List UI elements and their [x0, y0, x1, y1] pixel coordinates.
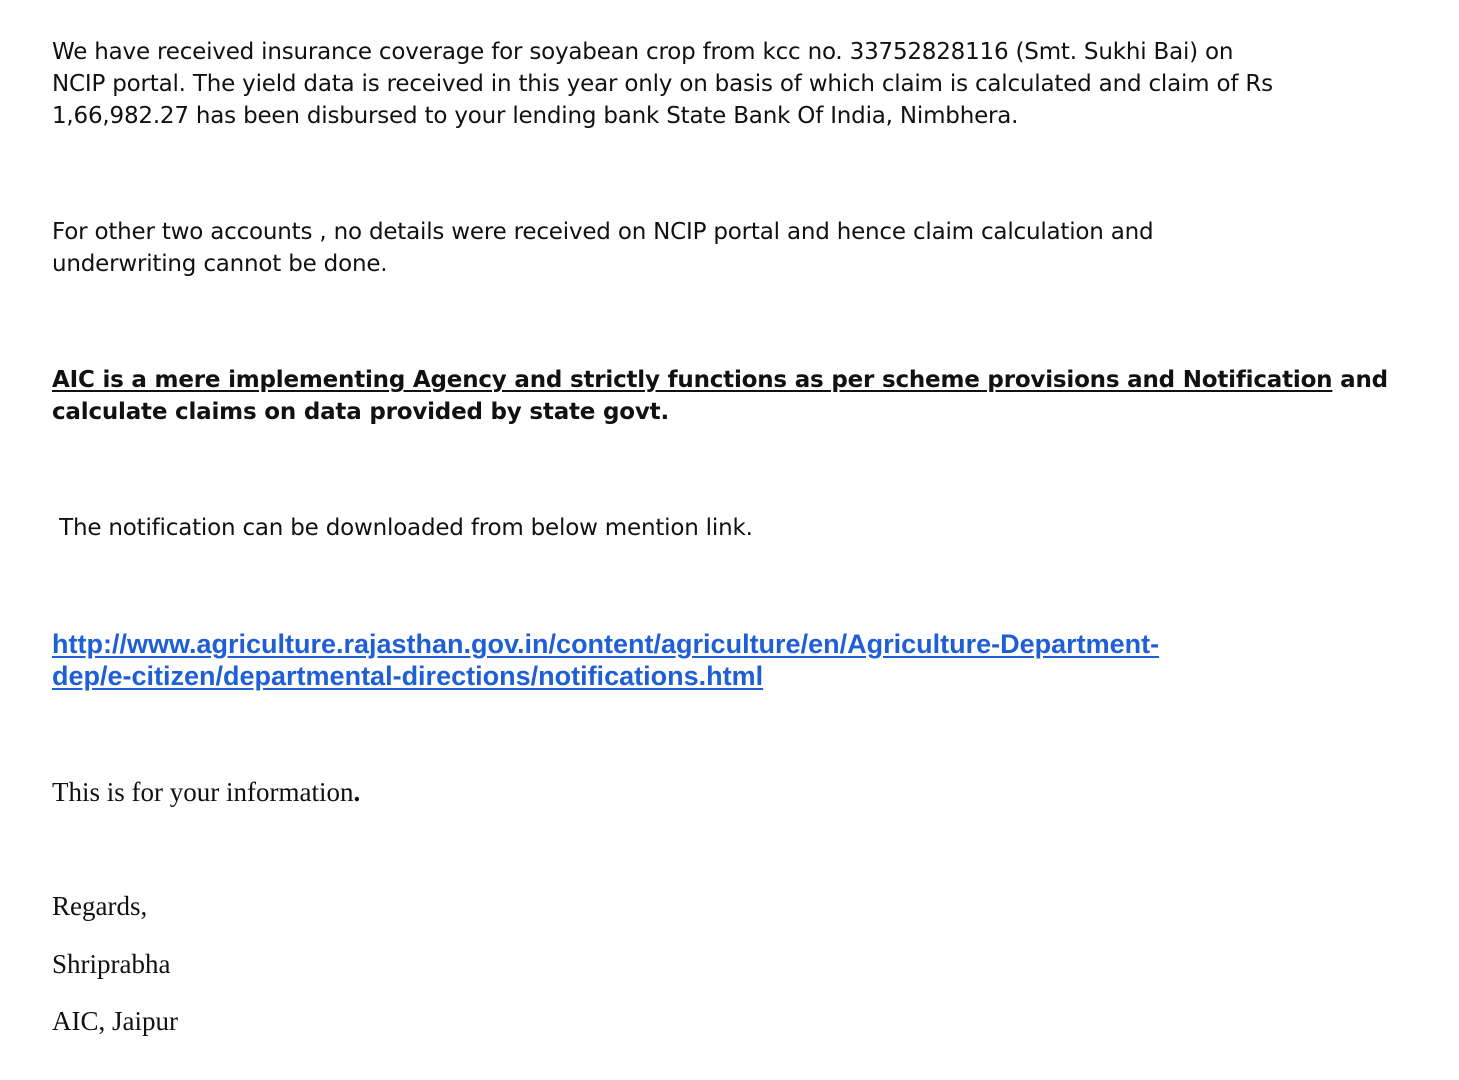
- underlined-statement: AIC is a mere implementing Agency and strictly functions as per scheme provisions and Notification: [52, 367, 1333, 393]
- paragraph-line: We have received insurance coverage for soyabean crop from kcc no. 33752828116 (Smt. Sukhi Bai) on: [52, 39, 1234, 65]
- paragraph-notification: [52, 512, 753, 544]
- paragraph-line: For other two accounts , no details were received on NCIP portal and hence claim calculation and: [52, 219, 1154, 245]
- paragraph-line: 1,66,982.27 has been disbursed to your lending bank State Bank Of India, Nimbhera.: [52, 103, 1019, 129]
- paragraph-line: NCIP portal. The yield data is received in this year only on basis of which claim is calculated and claim of Rs: [52, 71, 1273, 97]
- info-text: This is for your information: [52, 777, 354, 807]
- paragraph-line: The notification can be downloaded from below mention link.: [52, 515, 753, 541]
- signature-regards: Regards,: [52, 891, 148, 921]
- signature-office: AIC, Jaipur: [52, 1006, 178, 1036]
- paragraph-other-accounts: [52, 216, 1153, 280]
- link-line[interactable]: dep/e-citizen/departmental-directions/notifications.html: [52, 661, 764, 691]
- paragraph-line: calculate claims on data provided by state govt.: [52, 399, 670, 425]
- paragraph-aic-statement: [52, 364, 1388, 428]
- paragraph-claim-disbursed: [52, 36, 1273, 132]
- signature-name: Shriprabha: [52, 949, 171, 979]
- info-line: [52, 776, 360, 808]
- notification-link[interactable]: [52, 628, 1159, 692]
- paragraph-line: underwriting cannot be done.: [52, 251, 388, 277]
- link-line[interactable]: http://www.agriculture.rajasthan.gov.in/content/agriculture/en/Agriculture-Department-: [52, 629, 1160, 659]
- statement-continuation: and: [1332, 367, 1388, 393]
- info-period: .: [353, 777, 361, 807]
- paragraph-line: [52, 364, 1388, 396]
